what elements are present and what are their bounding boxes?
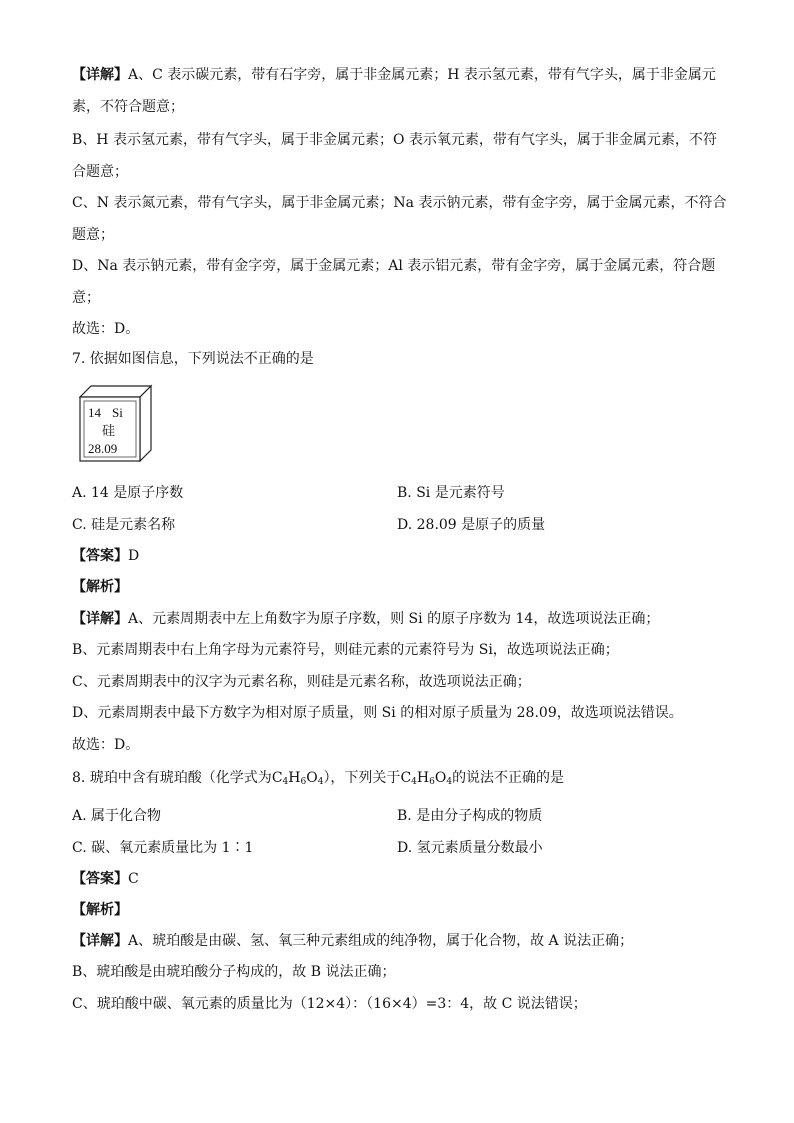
answer-label: 【答案】 xyxy=(72,548,128,564)
q8-detail-line-3: C、琥珀酸中碳、氧元素的质量比为（12×4）：（16×4）=3：4，故 C 说法错误； xyxy=(72,996,587,1012)
q8-answer-value: C xyxy=(128,871,139,887)
q7-answer xyxy=(72,547,139,565)
q7-conclusion: 故选：D。 xyxy=(72,737,140,753)
q8-formula-1: $C_4H_6O_4$ xyxy=(271,770,324,787)
q7-option-d: D. 28.09 是原子的质量 xyxy=(397,517,546,533)
q7-option-c: C. 硅是元素名称 xyxy=(72,517,176,533)
q7-detail-line-1: 【详解】A、元素周期表中左上角数字为原子序数，则 Si 的原子序数为 14，故选项说法正确； xyxy=(72,611,660,627)
tile-atomic-number: 14 xyxy=(88,405,101,420)
q7-option-a: A. 14 是原子序数 xyxy=(72,485,184,501)
detail-label: 【详解】 xyxy=(72,67,128,83)
q7-option-b: B. Si 是元素符号 xyxy=(397,485,505,501)
q8-detail-line-1: 【详解】A、琥珀酸是由碳、氢、氧三种元素组成的纯净物，属于化合物，故 A 说法正确； xyxy=(72,933,634,949)
tile-element-name: 硅 xyxy=(102,423,116,438)
q7-analysis-label: 【解析】 xyxy=(72,579,128,595)
q7-stem: 7. 依据如图信息，下列说法不正确的是 xyxy=(72,351,314,367)
q8-formula-2: $C_4H_6O_4$ xyxy=(400,770,453,787)
q6-detail-line-2: 素，不符合题意； xyxy=(72,99,184,115)
q6-detail-line-4: 合题意； xyxy=(72,164,128,180)
q8-option-a: A. 属于化合物 xyxy=(72,808,162,824)
tile-element-symbol: Si xyxy=(112,405,123,420)
q7-answer-value: D xyxy=(128,548,140,564)
q7-detail-line-3: C、元素周期表中的汉字为元素名称，则硅是元素名称，故选项说法正确； xyxy=(72,674,531,690)
q8-option-b: B. 是由分子构成的物质 xyxy=(397,808,543,824)
q8-stem: 8. 琥珀中含有琥珀酸（化学式为$C_4H_6O_4$），下列关于$C_4H_6O_4$的说法不正确的是 xyxy=(72,770,565,787)
q7-detail-line-4: D、元素周期表中最下方数字为相对原子质量，则 Si 的相对原子质量为 28.09，故选项说法错误。 xyxy=(72,705,683,721)
periodic-tile-graphic xyxy=(78,384,156,462)
q6-detail-line-5: C、N 表示氮元素，带有气字头，属于非金属元素；Na 表示钠元素，带有金字旁，属于金属元素，不符合 xyxy=(72,195,727,211)
q6-detail-line-7: D、Na 表示钠元素，带有金字旁，属于金属元素；Al 表示铝元素，带有金字旁，属于金属元素，符合题 xyxy=(72,258,716,274)
q8-option-d: D. 氢元素质量分数最小 xyxy=(397,840,543,856)
q6-detail-line-6: 题意； xyxy=(72,227,114,243)
q7-detail-line-2: B、元素周期表中右上角字母为元素符号，则硅元素的元素符号为 Si，故选项说法正确； xyxy=(72,642,619,658)
q6-conclusion: 故选：D。 xyxy=(72,321,140,337)
q8-detail-line-2: B、琥珀酸是由琥珀酸分子构成的，故 B 说法正确； xyxy=(72,964,396,980)
q8-answer: 【答案】C xyxy=(72,871,139,887)
q6-detail-line-8: 意； xyxy=(72,290,100,306)
q6-detail-line-1: 【详解】A、C 表示碳元素，带有石字旁，属于非金属元素；H 表示氢元素，带有气字头，属于非金属元 xyxy=(72,67,716,83)
q6-detail-line-3: B、H 表示氢元素，带有气字头，属于非金属元素；O 表示氧元素，带有气字头，属于非金属元素，不符 xyxy=(72,132,717,148)
tile-atomic-mass: 28.09 xyxy=(88,441,118,456)
q8-option-c: C. 碳、氧元素质量比为 1∶1 xyxy=(72,840,254,856)
q8-analysis-label: 【解析】 xyxy=(72,902,128,918)
periodic-table-tile xyxy=(78,384,156,462)
